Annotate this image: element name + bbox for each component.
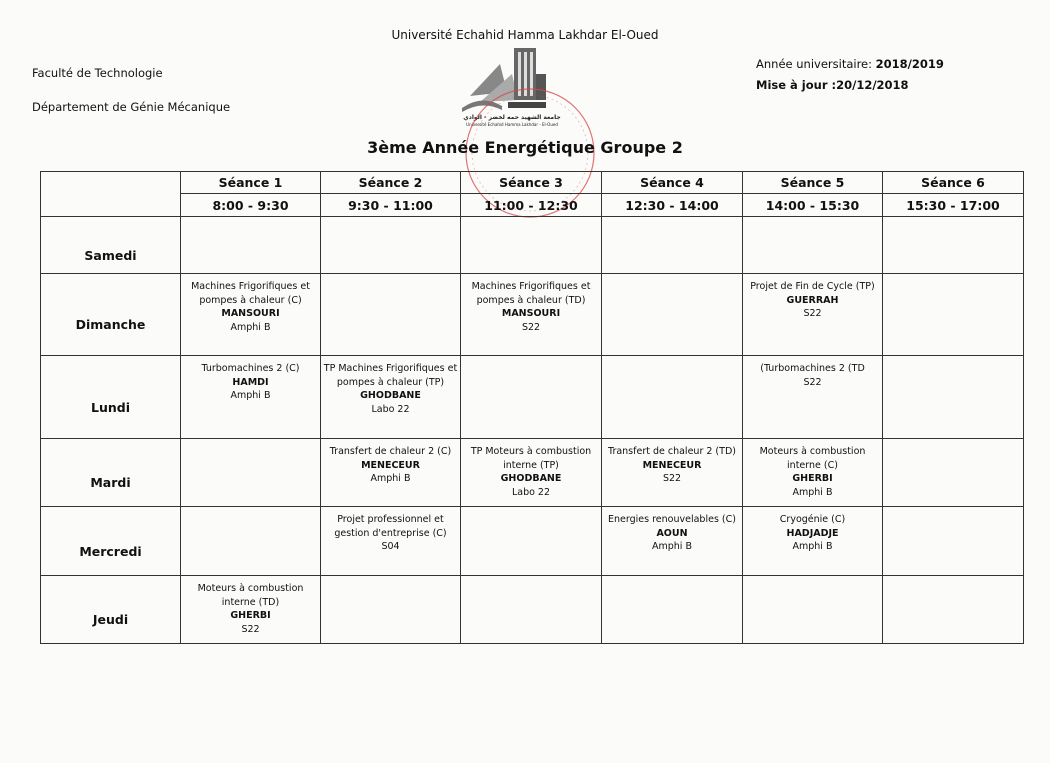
session-slot <box>461 356 602 439</box>
academic-year <box>756 57 944 71</box>
university-name: Université Echahid Hamma Lakhdar El-Oued <box>391 28 659 42</box>
time-header-row <box>41 194 1024 217</box>
update-value: 20/12/2018 <box>836 78 909 92</box>
slot-room: S22 <box>521 321 541 333</box>
day-row <box>41 576 1024 644</box>
slot-room: Amphi B <box>792 541 833 552</box>
session-slot <box>181 439 321 507</box>
session-label: Séance 3 <box>461 172 602 194</box>
session-time: 15:30 - 17:00 <box>883 194 1024 217</box>
session-slot <box>321 439 461 507</box>
session-slot <box>743 217 883 274</box>
slot-room: Amphi B <box>230 390 271 401</box>
session-slot <box>743 507 883 576</box>
slot-teacher: MANSOURI <box>501 308 561 319</box>
session-slot <box>461 507 602 576</box>
session-slot <box>883 576 1024 644</box>
day-name <box>41 217 181 274</box>
session-slot <box>743 274 883 356</box>
session-slot <box>321 576 461 644</box>
session-time: 9:30 - 11:00 <box>321 194 461 217</box>
slot-room: S22 <box>803 308 822 319</box>
session-slot <box>883 356 1024 439</box>
day-name <box>41 274 181 356</box>
session-slot <box>321 274 461 356</box>
slot-course: Moteurs à combustion interne (TD) <box>197 583 304 608</box>
update-label: Mise à jour : <box>756 78 837 92</box>
svg-text:Université Echahid Hamma Lakhd: Université Echahid Hamma Lakhdar - El-Oued <box>466 122 558 127</box>
university-logo <box>452 44 567 128</box>
slot-room: Amphi B <box>652 541 692 552</box>
session-time: 12:30 - 14:00 <box>602 194 743 217</box>
day-row <box>41 274 1024 356</box>
day-label: Lundi <box>91 399 130 415</box>
day-row <box>41 439 1024 507</box>
corner-cell <box>41 172 181 217</box>
slot-room: Amphi B <box>230 321 271 333</box>
day-name <box>41 356 181 439</box>
page-title: 3ème Année Energétique Groupe 2 <box>367 138 683 157</box>
slot-teacher: MANSOURI <box>221 308 280 319</box>
slot-course: Cryogénie (C) <box>779 514 846 525</box>
slot-course: Turbomachines 2 (C) <box>201 363 300 374</box>
slot-room: S22 <box>803 376 822 388</box>
slot-teacher: HAMDI <box>232 376 269 388</box>
slot-teacher: MENECEUR <box>361 459 420 471</box>
slot-room: S04 <box>381 541 400 552</box>
session-slot <box>181 507 321 576</box>
timetable-body <box>41 217 1024 644</box>
session-slot <box>461 576 602 644</box>
session-slot <box>883 274 1024 356</box>
session-slot <box>321 356 461 439</box>
slot-room: S22 <box>241 623 260 635</box>
session-label: Séance 6 <box>883 172 1024 194</box>
day-label: Samedi <box>84 247 137 263</box>
day-name <box>41 576 181 644</box>
slot-course: Transfert de chaleur 2 (TD) <box>608 446 736 457</box>
session-time: 14:00 - 15:30 <box>743 194 883 217</box>
slot-teacher: GHERBI <box>792 473 833 484</box>
department-name: Département de Génie Mécanique <box>32 100 231 114</box>
day-label: Dimanche <box>75 317 146 332</box>
slot-course: Energies renouvelables (C) <box>608 514 736 525</box>
slot-teacher: GHERBI <box>230 610 271 621</box>
day-label: Mardi <box>90 475 131 490</box>
session-slot <box>602 274 743 356</box>
day-name <box>41 439 181 507</box>
session-slot <box>461 217 602 274</box>
session-slot <box>321 507 461 576</box>
timetable <box>40 171 1024 644</box>
slot-course: TP Machines Frigorifiques et pompes à chaleur (TP) <box>323 363 458 388</box>
update-date <box>756 78 909 92</box>
slot-teacher: AOUN <box>656 527 688 539</box>
session-slot <box>883 217 1024 274</box>
session-slot <box>461 439 602 507</box>
session-label: Séance 2 <box>321 172 461 194</box>
slot-teacher: GHODBANE <box>360 390 421 401</box>
session-slot <box>602 576 743 644</box>
day-row <box>41 217 1024 274</box>
session-header-row <box>41 172 1024 194</box>
slot-course: (Turbomachines 2 (TD <box>760 363 865 374</box>
session-slot <box>743 576 883 644</box>
session-slot <box>181 274 321 356</box>
slot-room: Labo 22 <box>371 403 410 415</box>
session-slot <box>321 217 461 274</box>
session-label: Séance 4 <box>602 172 743 194</box>
day-label: Mercredi <box>79 543 142 559</box>
session-slot <box>181 356 321 439</box>
slot-course: Machines Frigorifiques et pompes à chaleur (TD) <box>471 281 591 306</box>
day-name <box>41 507 181 576</box>
day-row <box>41 507 1024 576</box>
slot-course: Moteurs à combustion interne (C) <box>759 446 866 471</box>
session-label: Séance 1 <box>181 172 321 194</box>
year-value: 2018/2019 <box>875 57 944 71</box>
session-slot <box>602 356 743 439</box>
session-slot <box>181 576 321 644</box>
slot-course: Projet professionnel et gestion d'entreprise (C) <box>334 514 447 539</box>
svg-text:جامعة الشهيد حمه لخضر - الوادي: جامعة الشهيد حمه لخضر - الوادي <box>463 114 561 121</box>
faculty-name: Faculté de Technologie <box>32 66 163 80</box>
session-label: Séance 5 <box>743 172 883 194</box>
session-slot <box>743 439 883 507</box>
session-slot <box>883 439 1024 507</box>
session-slot <box>602 217 743 274</box>
day-label: Jeudi <box>92 612 129 627</box>
session-time: 8:00 - 9:30 <box>181 194 321 217</box>
slot-room: Labo 22 <box>511 486 551 498</box>
slot-teacher: GUERRAH <box>786 294 839 306</box>
slot-room: Amphi B <box>792 486 833 498</box>
session-slot <box>461 274 602 356</box>
slot-course: TP Moteurs à combustion interne (TP) <box>470 446 592 471</box>
year-label: Année universitaire: <box>756 57 876 71</box>
slot-course: Projet de Fin de Cycle (TP) <box>750 281 875 292</box>
session-slot <box>602 439 743 507</box>
slot-teacher: MENECEUR <box>642 459 702 471</box>
slot-teacher: HADJADJE <box>786 527 839 539</box>
session-time: 11:00 - 12:30 <box>461 194 602 217</box>
slot-teacher: GHODBANE <box>500 473 562 484</box>
session-slot <box>743 356 883 439</box>
session-slot <box>602 507 743 576</box>
day-row <box>41 356 1024 439</box>
slot-course: Machines Frigorifiques et pompes à chaleur (C) <box>191 281 310 306</box>
slot-course: Transfert de chaleur 2 (C) <box>329 446 452 457</box>
session-slot <box>181 217 321 274</box>
session-slot <box>883 507 1024 576</box>
slot-room: S22 <box>662 473 682 484</box>
slot-room: Amphi B <box>370 473 411 484</box>
